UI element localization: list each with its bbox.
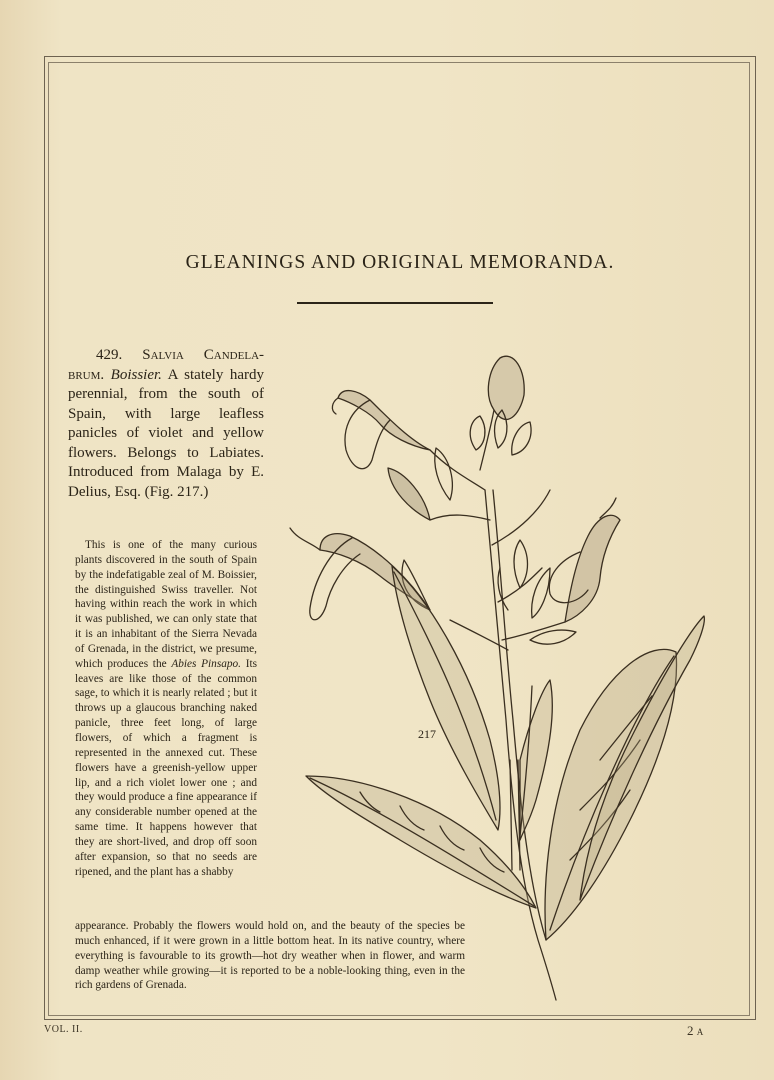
entry-name-2: brum. [68,366,105,383]
body-italic-1: Abies Pinsapo. [171,657,241,670]
signature-letter: A [696,1027,704,1037]
entry-lead [68,346,264,502]
figure-label: 217 [418,727,436,741]
page-heading: GLEANINGS AND ORIGINAL MEMORANDA. [185,252,615,273]
entry-name-1: Salvia Candela- [142,347,265,363]
body-paragraph [75,538,257,879]
footer-signature [687,1023,703,1039]
signature-number: 2 [687,1023,694,1038]
footer-volume: VOL. II. [44,1024,83,1035]
salvia-engraving-icon [280,340,720,1010]
heading-rule [297,302,493,304]
entry-author: Boissier. [110,366,162,383]
entry-lead-text: A stately hardy perennial, from the south of Spain, with large leafless panicles of violet and yellow flowers. Belongs to Labiates. Introduced from Malaga by E. Delius, Esq. (Fig. 217.) [68,366,264,500]
body-part-3: appearance. Probably the flowers would hold on, and the beauty of the species be much enhanced, if it were grown in a little bottom heat. In its native country, where everything is favourable to its growth—hot dry weather when in flower, and warm damp weather while growing—it is reported to be a noble-looking thing, even in the rich gardens of Grenada. [75,920,465,992]
body-part-1: This is one of the many curious plants discovered in the south of Spain by the indefatigable zeal of M. Boissier, the distinguished Swiss traveller. Not having within reach the work in which it was published, we can only state that it is an inhabitant of the Sierra Nevada of Grenada, in the district, we presume, which produces the [75,539,257,670]
body-part-2: Its leaves are like those of the common sage, to which it is nearly related ; but it throws up a glaucous branching naked panicle, three feet long, of large flowers, of which a fragment is represented in the annexed cut. These flowers have a greenish-yellow upper lip, and a rich violet lower one ; and they would produce a fine appearance if any considerable number opened at the same time. It happens however that they are short-lived, and drop off soon after expansion, so that no seeds are ripened, and the plant has a shabby [75,657,258,878]
entry-number: 429. [96,347,123,363]
